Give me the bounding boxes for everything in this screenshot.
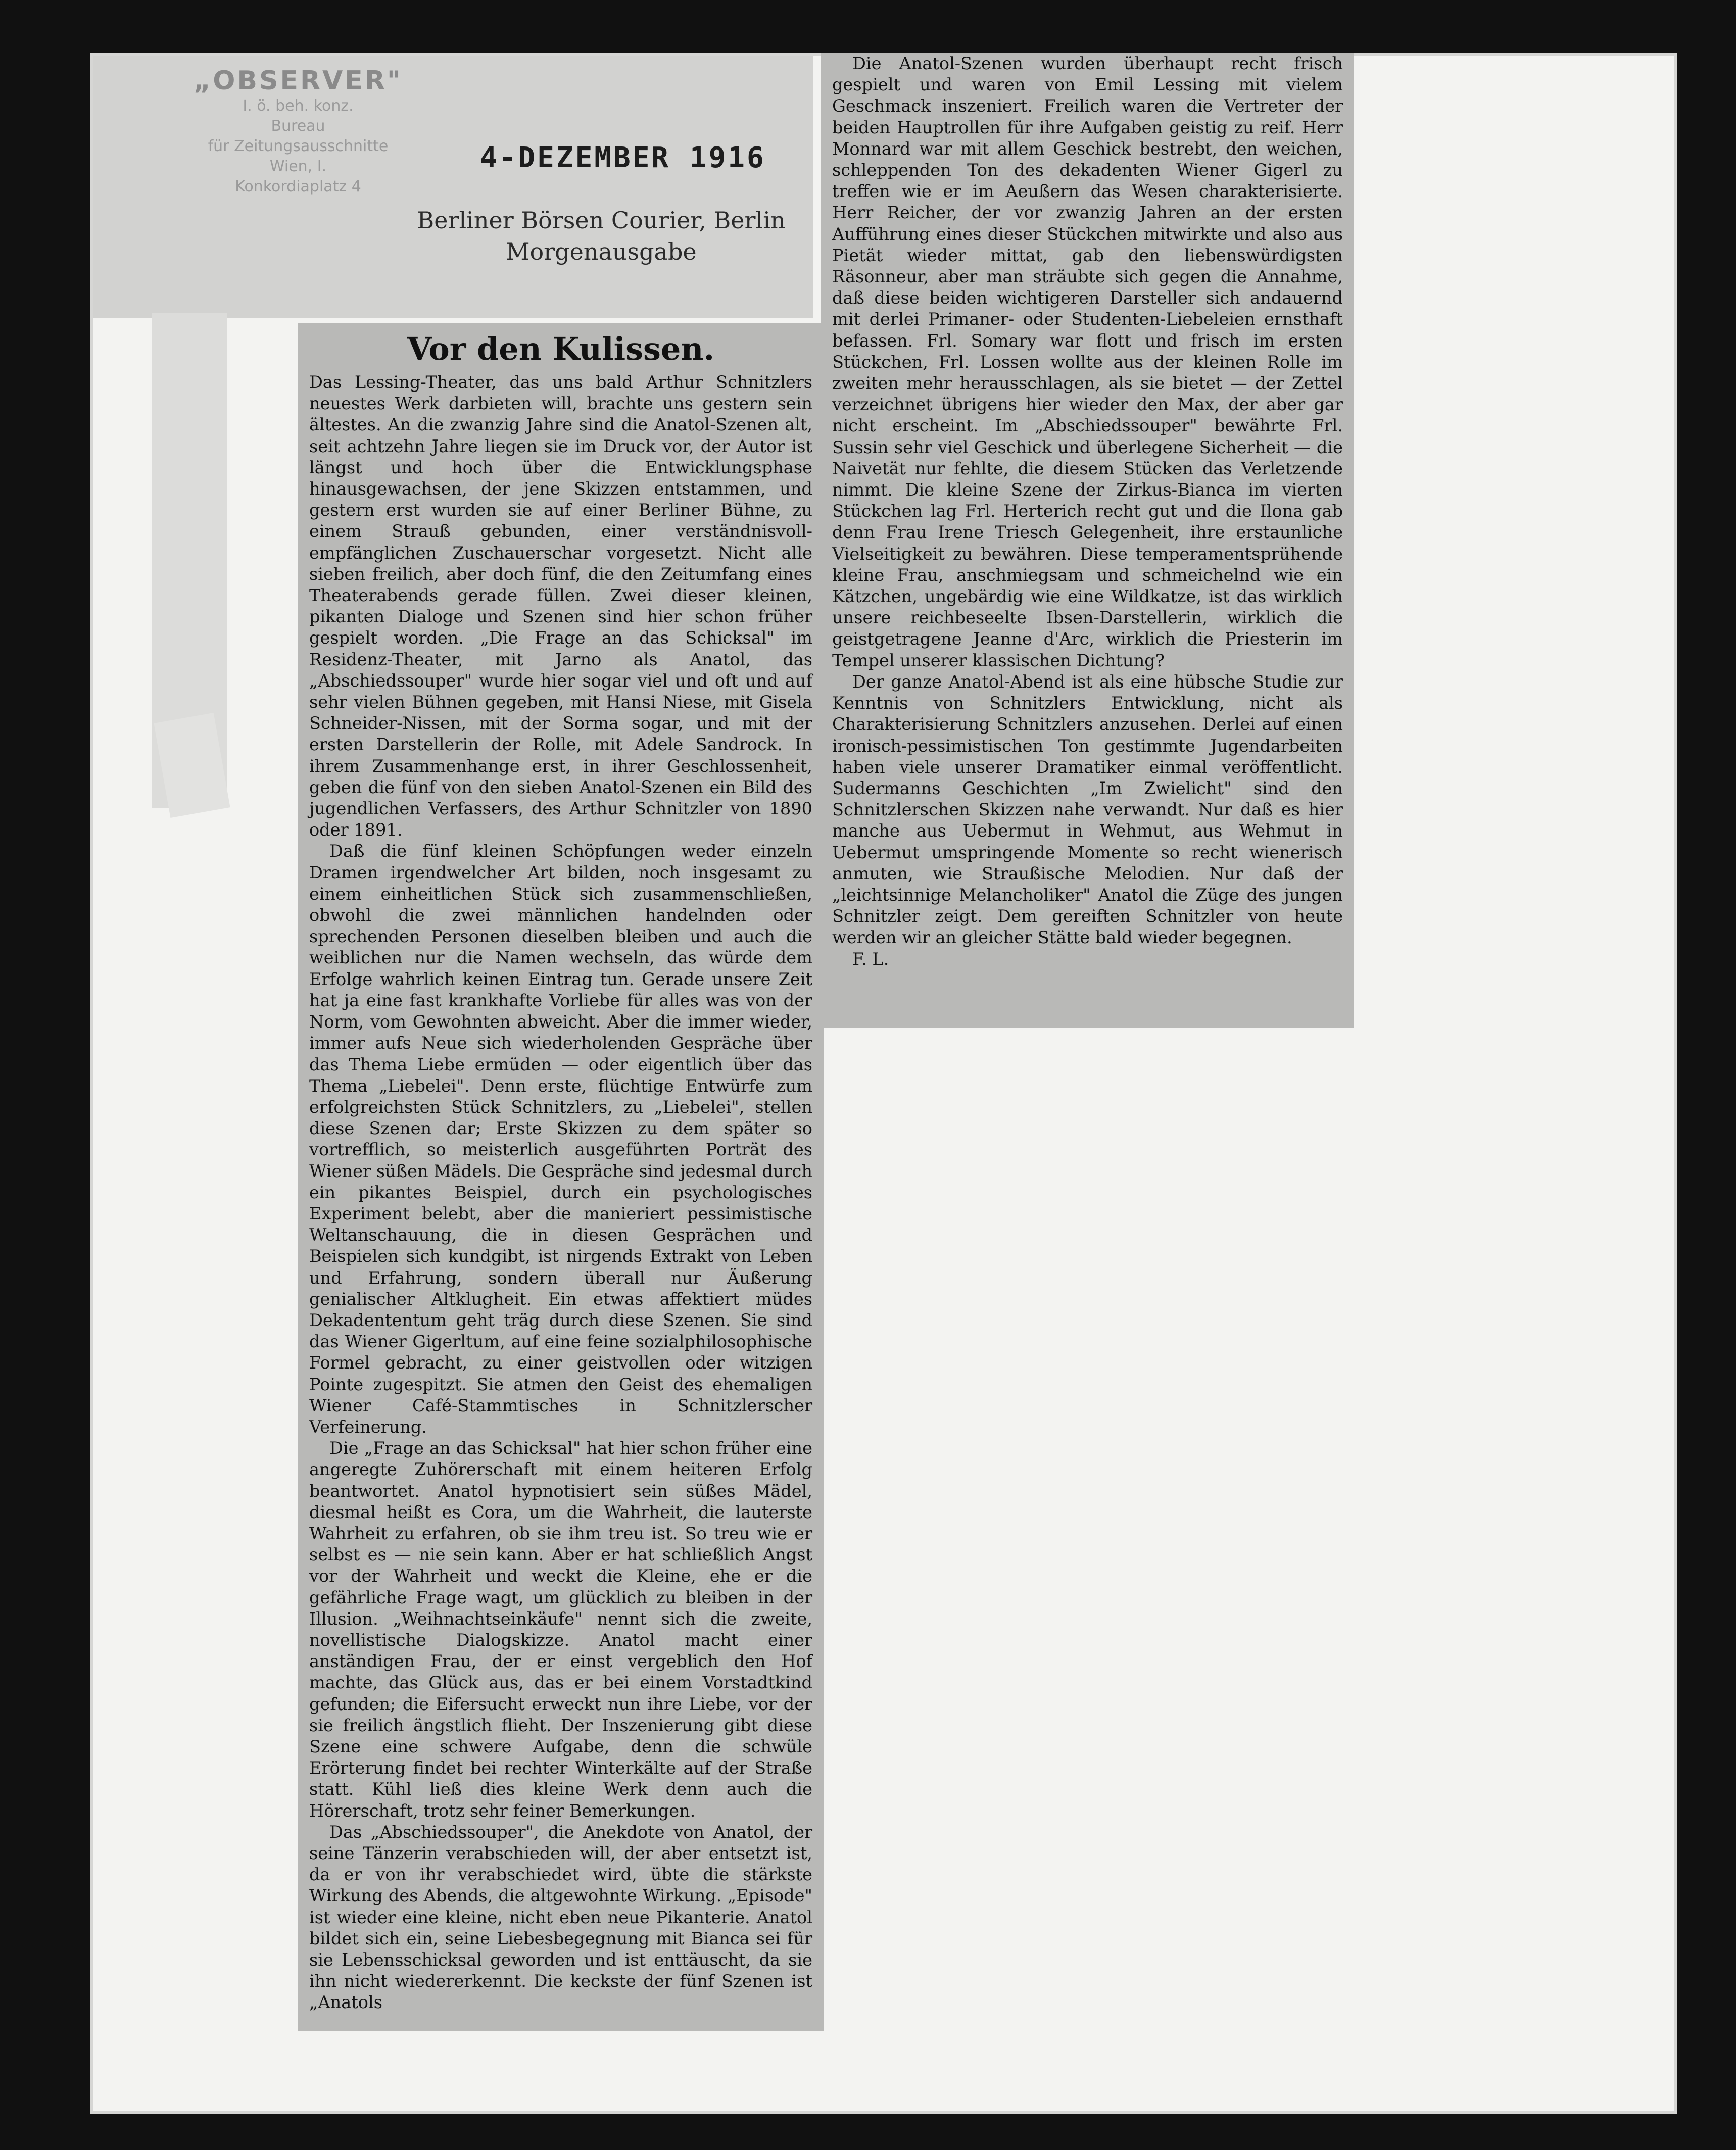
article-paragraph: Die Anatol-Szenen wurden überhaupt recht frisch gespielt und waren von Emil Lessing mit vielem Geschmack inszeniert. Freilich waren die Vertreter der beiden Hauptrollen für ihre Aufgaben geistig zu reif. Herr Monnard war mit allem Geschick bestrebt, den weichen, schleppenden Ton des dekadenten Wiener Gigerl zu treffen wie er im Aeußern das Wesen charakterisierte. Herr Reicher, der vor zwanzig Jahren an der ersten Aufführung eines dieser Stückchen mitwirkte und also aus Pietät wieder mittat, gab den liebenswürdigsten Räsonneur, aber man sträubte sich gegen die Annahme, daß diese beiden wichtigeren Darsteller sich andauernd mit derlei Primaner- oder Studenten-Liebeleien ernsthaft befassen. Frl. Somary war flott und frisch im ersten Stückchen, Frl. Lossen wollte aus der kleinen Rolle im zweiten mehr herausschlagen, als sie bietet — der Zettel verzeichnet übrigens hier wieder den Max, der aber gar nicht erscheint. Im „Abschiedssouper" bewährte Frl. Sussin sehr viel Geschick und überlegene Sicherheit — die Naivetät nur fehlte, die diesem Stücken das Verletzende nimmt. Die kleine Szene der Zirkus-Bianca im vierten Stückchen lag Frl. Herterich recht gut und die Ilona gab denn Frau Irene Triesch Gelegenheit, ihre erstaunliche Vielseitigkeit zu bewähren. Diese temperamentsprühende kleine Frau, anschmiegsam und schmeichelnd wie ein Kätzchen, ungebärdig wie eine Wildkatze, ist das wirklich unsere reichbeseelte Ibsen-Darstellerin, wirklich die geistgetragene Jeanne d'Arc, wirklich die Priesterin im Tempel unserer klassischen Dichtung? bbox=[832, 54, 1343, 670]
source-edition: Morgenausgabe bbox=[506, 238, 697, 265]
stamp-line: für Zeitungsausschnitte bbox=[208, 137, 389, 155]
article-column-2 bbox=[821, 53, 1354, 1028]
clipping-agency-stamp bbox=[167, 66, 429, 197]
stamp-line: Wien, I. bbox=[269, 158, 327, 175]
article-paragraph: Das Lessing-Theater, das uns bald Arthur Schnitzlers neuestes Werk darbieten will, brachte uns gestern sein ältestes. An die zwanzig Jahre sind die Anatol-Szenen alt, seit achtzehn Jahre liegen sie im Druck vor, der Autor ist längst und hoch über die Entwicklungsphase hinausgewachsen, der jene Skizzen entstammen, und gestern erst wurden sie auf einer Berliner Bühne, zu einem Strauß gebunden, einer verständnisvoll-empfänglichen Zuschauerschar vorgesetzt. Nicht alle sieben freilich, aber doch fünf, die den Zeitumfang eines Theaterabends gerade füllen. Zwei dieser kleinen, pikanten Dialoge und Szenen sind hier schon früher gespielt worden. „Die Frage an das Schicksal" im Residenz-Theater, mit Jarno als Anatol, das „Abschiedssouper" wurde hier sogar viel und oft und auf sehr vielen Bühnen gegeben, mit Hansi Niese, mit Gisela Schneider-Nissen, mit der Sorma sogar, und mit der ersten Darstellerin der Rolle, mit Adele Sandrock. In ihrem Zusammenhange erst, in ihrer Geschlossenheit, geben die fünf von den sieben Anatol-Szenen ein Bild des jugendlichen Verfassers, des Arthur Schnitzler von 1890 oder 1891. bbox=[309, 372, 812, 840]
article-signature: F. L. bbox=[852, 949, 889, 969]
stamp-line: I. ö. beh. konz. bbox=[243, 97, 354, 115]
stamp-line: Konkordiaplatz 4 bbox=[235, 178, 361, 196]
stamp-agency-name: „OBSERVER" bbox=[194, 66, 403, 96]
date-stamp: 4-DEZEMBER 1916 bbox=[480, 141, 766, 174]
source-paper: Berliner Börsen Courier, Berlin bbox=[417, 207, 786, 234]
stamp-line: Bureau bbox=[271, 117, 325, 135]
article-paragraph: Daß die fünf kleinen Schöpfungen weder einzeln Dramen irgendwelcher Art bilden, noch insgesamt zu einem einheitlichen Stück sich zusammenschließen, obwohl die zwei männlichen handelnden oder sprechenden Personen dieselben bleiben und auch die weiblichen nur die Namen wechseln, das würde dem Erfolge wahrlich keinen Eintrag tun. Gerade unsere Zeit hat ja eine fast krankhafte Vorliebe für alles was von der Norm, vom Gewohnten abweicht. Aber die immer wieder, immer aufs Neue sich wiederholenden Gespräche über das Thema Liebe ermüden — oder eigentlich über das Thema „Liebelei". Denn erste, flüchtige Entwürfe zum erfolgreichsten Stück Schnitzlers, zu „Liebelei", stellen diese Szenen dar; Erste Skizzen zu dem später so vortrefflich, so meisterlich ausgeführten Porträt des Wiener süßen Mädels. Die Gespräche sind jedesmal durch ein pikantes Beispiel, durch ein psychologisches Experiment belebt, aber die manieriert pessimistische Weltanschauung, die in diesen Gesprächen und Beispielen sich kundgibt, ist nirgends Extrakt von Leben und Erfahrung, sondern überall nur Äußerung genialischer Altklugheit. Ein etwas affektiert müdes Dekadententum geht träg durch diese Szenen. Sie sind das Wiener Gigerltum, auf eine feine sozialphilosophische Formel gebracht, zu einer geistvollen oder witzigen Pointe zugespitzt. Sie atmen den Geist des ehemaligen Wiener Café-Stammtisches in Schnitzlerscher Verfeinerung. bbox=[309, 841, 812, 1437]
source-label bbox=[394, 205, 808, 267]
article-paragraph: Die „Frage an das Schicksal" hat hier schon früher eine angeregte Zuhörerschaft mit einem heiteren Erfolg beantwortet. Anatol hypnotisiert sein süßes Mädel, diesmal heißt es Cora, um die Wahrheit, die lauterste Wahrheit zu erfahren, ob sie ihm treu ist. So treu wie er selbst es — nie sein kann. Aber er hat schließlich Angst vor der Wahrheit und weckt die Kleine, ehe er die gefährliche Frage wagt, um glücklich zu bleiben in der Illusion. „Weihnachtseinkäufe" nennt sich die zweite, novellistische Dialogskizze. Anatol macht einer anständigen Frau, der er einst vergeblich den Hof machte, das Glück aus, das er bei einem Vorstadtkind gefunden; die Eifersucht erweckt nun ihre Liebe, vor der sie freilich ängstlich flieht. Der Inszenierung gibt diese Szene eine schwere Aufgabe, denn die schwüle Erörterung findet bei rechter Winterkälte auf der Straße statt. Kühl ließ dies kleine Werk denn auch die Hörerschaft, trotz sehr feiner Bemerkungen. bbox=[309, 1438, 812, 1821]
article-paragraph: Das „Abschiedssouper", die Anekdote von Anatol, der seine Tänzerin verabschieden will, der aber entsetzt ist, da er von ihr verabschiedet wird, übte die stärkste Wirkung des Abends, die altgewohnte Wirkung. „Episode" ist wieder eine kleine, nicht eben neue Pikanterie. Anatol bildet sich ein, seine Liebesbegegnung mit Bianca sei für sie Lebensschicksal geworden und ist enttäuscht, da sie ihn nicht wiedererkennt. Die keckste der fünf Szenen ist „Anatols bbox=[309, 1822, 812, 2013]
article-column-1 bbox=[298, 323, 824, 2031]
article-paragraph: Der ganze Anatol-Abend ist als eine hübsche Studie zur Kenntnis von Schnitzlers Entwicklung, nicht als Charakterisierung Schnitzlers anzusehen. Derlei auf einen ironisch-pessimistischen Ton gestimmte Jugendarbeiten haben viele unserer Dramatiker einmal veröffentlicht. Sudermanns Geschichten „Im Zwielicht" sind den Schnitzlerschen Skizzen nahe verwandt. Nur daß es hier manche aus Uebermut in Wehmut, aus Wehmut in Uebermut umspringende Momente so recht wienerisch anmuten, wie Straußische Melodien. Nur daß der „leichtsinnige Melancholiker" Anatol die Züge des jungen Schnitzler zeigt. Dem gereiften Schnitzler von heute werden wir an gleicher Stätte bald wieder begegnen. bbox=[832, 671, 1343, 948]
article-headline: Vor den Kulissen. bbox=[407, 330, 715, 367]
